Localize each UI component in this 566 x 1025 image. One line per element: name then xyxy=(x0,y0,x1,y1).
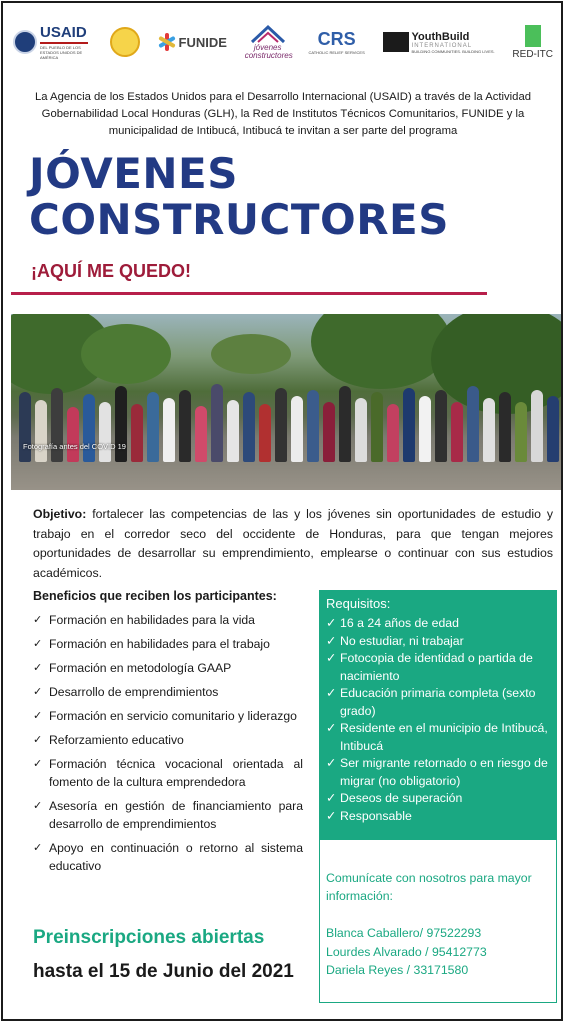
list-item: ✓ Residente en el municipio de Intibucá, Intibucá xyxy=(326,721,548,753)
list-item: ✓ Formación técnica vocacional orientada al fomento de la cultura emprendedora xyxy=(33,757,303,789)
group-photo xyxy=(11,314,561,490)
roof-icon xyxy=(248,24,288,44)
flyer xyxy=(1,1,563,1021)
check-icon: ✓ xyxy=(326,808,337,823)
benefits-list xyxy=(33,611,303,881)
funide-star-icon xyxy=(158,33,176,51)
funide-wordmark: FUNIDE xyxy=(178,34,227,50)
requirements-box xyxy=(319,590,557,840)
contact-item: Blanca Caballero/ 97522293 xyxy=(326,926,482,940)
crs-wordmark: CRS xyxy=(317,29,356,49)
list-item: ✓ No estudiar, ni trabajar xyxy=(326,633,554,651)
deadline-text: hasta el 15 de Junio del 2021 xyxy=(33,961,294,982)
list-item: ✓ Reforzamiento educativo xyxy=(33,733,184,747)
list-item: ✓ Ser migrante retornado o en riesgo de migrar (no obligatorio) xyxy=(326,756,548,788)
check-icon: ✓ xyxy=(326,686,337,700)
usaid-logo xyxy=(13,24,92,60)
sponsor-logos xyxy=(13,17,553,67)
youthbuild-sub: INTERNATIONAL xyxy=(411,42,473,49)
list-item: ✓ Educación primaria completa (sexto grado) xyxy=(326,686,536,718)
list-item: ✓ Responsable xyxy=(326,808,554,826)
list-item: ✓ Desarrollo de emprendimientos xyxy=(33,685,219,699)
honduras-seal-logo xyxy=(110,27,140,57)
objective-paragraph xyxy=(33,505,553,583)
red-itc-logo xyxy=(512,25,553,60)
check-icon: ✓ xyxy=(33,800,43,812)
usaid-wordmark: USAID xyxy=(40,24,87,41)
funide-logo xyxy=(158,33,227,51)
jovenes-constructores-logo xyxy=(245,24,291,60)
check-icon: ✓ xyxy=(33,710,43,722)
check-icon: ✓ xyxy=(33,614,43,626)
contact-heading: Comunícate con nosotros para mayor información: xyxy=(326,871,532,903)
divider-line xyxy=(11,292,487,295)
check-icon: ✓ xyxy=(326,791,337,805)
intro-text: La Agencia de los Estados Unidos para el Desarrollo Internacional (USAID) a través de la Actividad Gobernabilidad Local Honduras (GLH), la Red de Institutos Técnicos Comunitarios, FUNIDE y la municipalidad de Intibucá, Intibucá te invitan a ser parte del programa xyxy=(34,91,532,137)
contact-box xyxy=(319,840,557,1003)
list-item: ✓ Deseos de superación xyxy=(326,790,554,808)
list-item: ✓ Fotocopia de identidad o partida de nacimiento xyxy=(326,651,533,683)
check-icon: ✓ xyxy=(33,842,43,854)
check-icon: ✓ xyxy=(326,721,337,735)
check-icon: ✓ xyxy=(326,633,337,648)
building-icon xyxy=(383,32,409,52)
crs-logo xyxy=(308,29,364,55)
usaid-tagline: DEL PUEBLO DE LOS ESTADOS UNIDOS DE AMÉRICA xyxy=(40,45,83,60)
photo-caption: Fotografía antes del COVID 19 xyxy=(23,442,126,451)
list-item: ✓ Formación en habilidades para la vida xyxy=(33,613,255,627)
list-item: ✓ Formación en habilidades para el trabajo xyxy=(33,637,270,651)
youthbuild-logo xyxy=(383,31,495,54)
list-item: ✓ 16 a 24 años de edad xyxy=(326,615,554,633)
red-itc-r-icon xyxy=(525,25,541,47)
usaid-seal-icon xyxy=(13,30,37,54)
benefits-heading: Beneficios que reciben los participantes: xyxy=(33,589,277,603)
check-icon: ✓ xyxy=(33,638,43,650)
requirements-list xyxy=(326,615,554,825)
youthbuild-tagline: BUILDING COMMUNITIES. BUILDING LIVES. xyxy=(411,48,495,54)
crs-tagline: CATHOLIC RELIEF SERVICES xyxy=(308,50,365,55)
check-icon: ✓ xyxy=(326,616,337,630)
check-icon: ✓ xyxy=(326,756,337,770)
program-slogan: ¡AQUÍ ME QUEDO! xyxy=(31,261,191,281)
check-icon: ✓ xyxy=(326,651,337,665)
check-icon: ✓ xyxy=(33,686,43,698)
program-title xyxy=(29,151,449,243)
youthbuild-wordmark: YouthBuild xyxy=(411,30,470,43)
check-icon: ✓ xyxy=(33,662,43,674)
jovenes-wordmark: jóvenes constructores xyxy=(244,43,293,60)
list-item: ✓ Formación en servicio comunitario y liderazgo xyxy=(33,709,297,723)
list-item: ✓ Apoyo en continuación o retorno al sistema educativo xyxy=(33,841,303,873)
contact-item: Dariela Reyes / 33171580 xyxy=(326,963,469,977)
list-item: ✓ Formación en metodología GAAP xyxy=(33,661,232,675)
municipal-seal-icon xyxy=(110,27,140,57)
contact-list xyxy=(326,924,487,980)
title-line-2: CONSTRUCTORES xyxy=(29,195,449,244)
contact-item: Lourdes Alvarado / 95412773 xyxy=(326,944,487,959)
requirements-heading: Requisitos: xyxy=(326,596,391,611)
objective-text: fortalecer las competencias de las y los jóvenes sin oportunidades de estudio y trabajo en el corredor seco del occidente de Honduras, para que tengan mejores oportunidades de desarrollar su emprendimiento, emplearse o continuar con sus estudios académicos. xyxy=(33,507,553,580)
objective-label: Objetivo: xyxy=(33,507,87,521)
title-line-1: JÓVENES xyxy=(29,149,238,198)
red-itc-wordmark: RED-ITC xyxy=(512,48,553,60)
list-item: ✓ Asesoría en gestión de financiamiento para desarrollo de emprendimientos xyxy=(33,799,303,831)
pre-registration-heading: Preinscripciones abiertas xyxy=(33,927,265,948)
check-icon: ✓ xyxy=(33,734,43,746)
check-icon: ✓ xyxy=(33,758,43,770)
